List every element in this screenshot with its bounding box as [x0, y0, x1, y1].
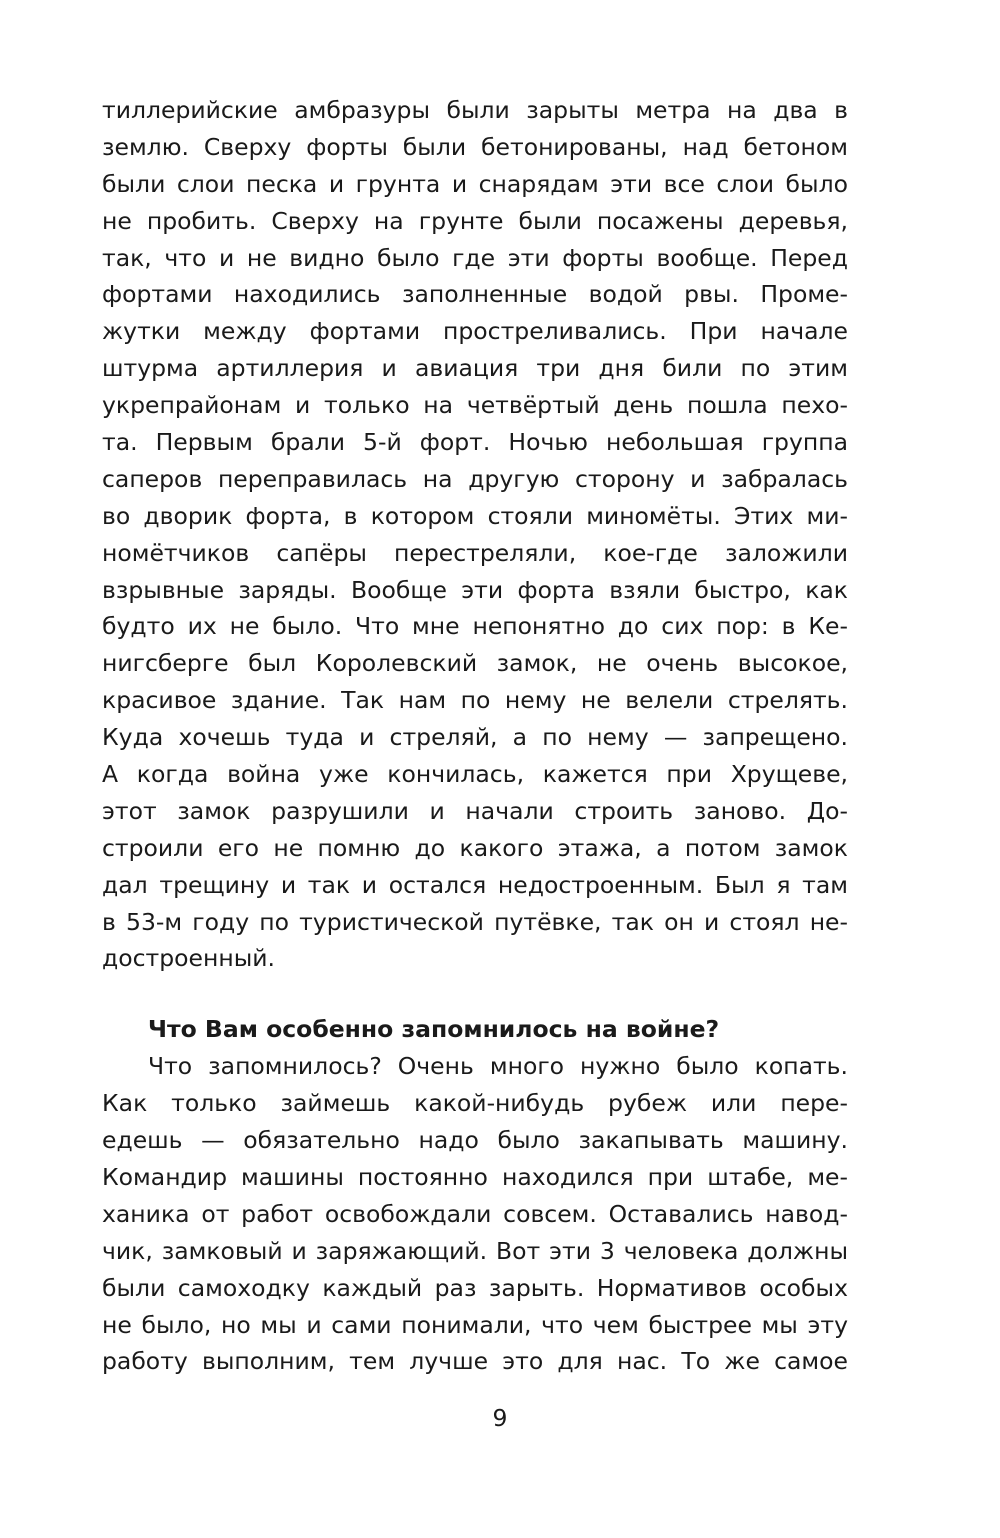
paragraph-answer: [102, 1048, 848, 1380]
text-line: взрывные заряды. Вообще эти форта взяли быстро, как: [102, 575, 848, 604]
text-line: были самоходку каждый раз зарыть. Нормативов особых: [102, 1273, 848, 1302]
text-line: Куда хочешь туда и стреляй, а по нему — запрещено.: [102, 723, 848, 752]
text-line: красивое здание. Так нам по нему не велели стрелять.: [102, 686, 848, 715]
text-line: нигсберге был Королевский замок, не очень высокое,: [102, 649, 848, 678]
text-line: не пробить. Сверху на грунте были посажены деревья,: [102, 206, 848, 235]
text-line: А когда война уже кончилась, кажется при Хрущеве,: [102, 760, 848, 789]
text-line: та. Первым брали 5-й форт. Ночью небольшая группа: [102, 428, 848, 457]
text-line: были слои песка и грунта и снарядам эти все слои было: [102, 169, 848, 198]
text-line: во дворик форта, в котором стояли миномёты. Этих ми-: [102, 501, 848, 530]
paragraph-fortifications: [102, 92, 848, 977]
text-line: этот замок разрушили и начали строить заново. До-: [102, 796, 848, 825]
text-line: строили его не помню до какого этажа, а потом замок: [102, 833, 848, 862]
text-line: землю. Сверху форты были бетонированы, над бетоном: [102, 132, 848, 161]
text-line: номётчиков сапёры перестреляли, кое-где заложили: [102, 538, 848, 567]
text-line: ханика от работ освобождали совсем. Оставались навод-: [102, 1199, 848, 1228]
text-line: Как только займешь какой-нибудь рубеж или пере-: [102, 1089, 848, 1118]
text-line: штурма артиллерия и авиация три дня били по этим: [102, 354, 848, 383]
question-heading: Что Вам особенно запомнилось на войне?: [148, 1015, 720, 1044]
text-line: саперов переправилась на другую сторону и забралась: [102, 464, 848, 493]
text-line: Что запомнилось? Очень много нужно было копать.: [148, 1052, 848, 1081]
text-line: жутки между фортами простреливались. При начале: [102, 317, 848, 346]
text-line: в 53-м году по туристической путёвке, так он и стоял не-: [102, 907, 848, 936]
text-line: будто их не было. Что мне непонятно до сих пор: в Ке-: [102, 612, 848, 641]
page-text-body: [102, 92, 848, 1380]
text-line: так, что и не видно было где эти форты вообще. Перед: [102, 243, 848, 272]
text-line: едешь — обязательно надо было закапывать машину.: [102, 1126, 848, 1155]
text-line: дал трещину и так и остался недостроенным. Был я там: [102, 870, 848, 899]
text-line: фортами находились заполненные водой рвы. Проме-: [102, 280, 848, 309]
text-line: чик, замковый и заряжающий. Вот эти 3 человека должны: [102, 1236, 848, 1265]
text-line: тиллерийские амбразуры были зарыты метра на два в: [102, 96, 848, 124]
text-line: Командир машины постоянно находился при штабе, ме-: [102, 1162, 848, 1191]
text-line: достроенный.: [102, 944, 276, 973]
text-line: укрепрайонам и только на четвёртый день пошла пехо-: [102, 391, 848, 420]
page-number: 9: [492, 1404, 508, 1432]
text-line: не было, но мы и сами понимали, что чем быстрее мы эту: [102, 1310, 848, 1339]
text-line: работу выполним, тем лучше это для нас. То же самое: [102, 1347, 848, 1376]
